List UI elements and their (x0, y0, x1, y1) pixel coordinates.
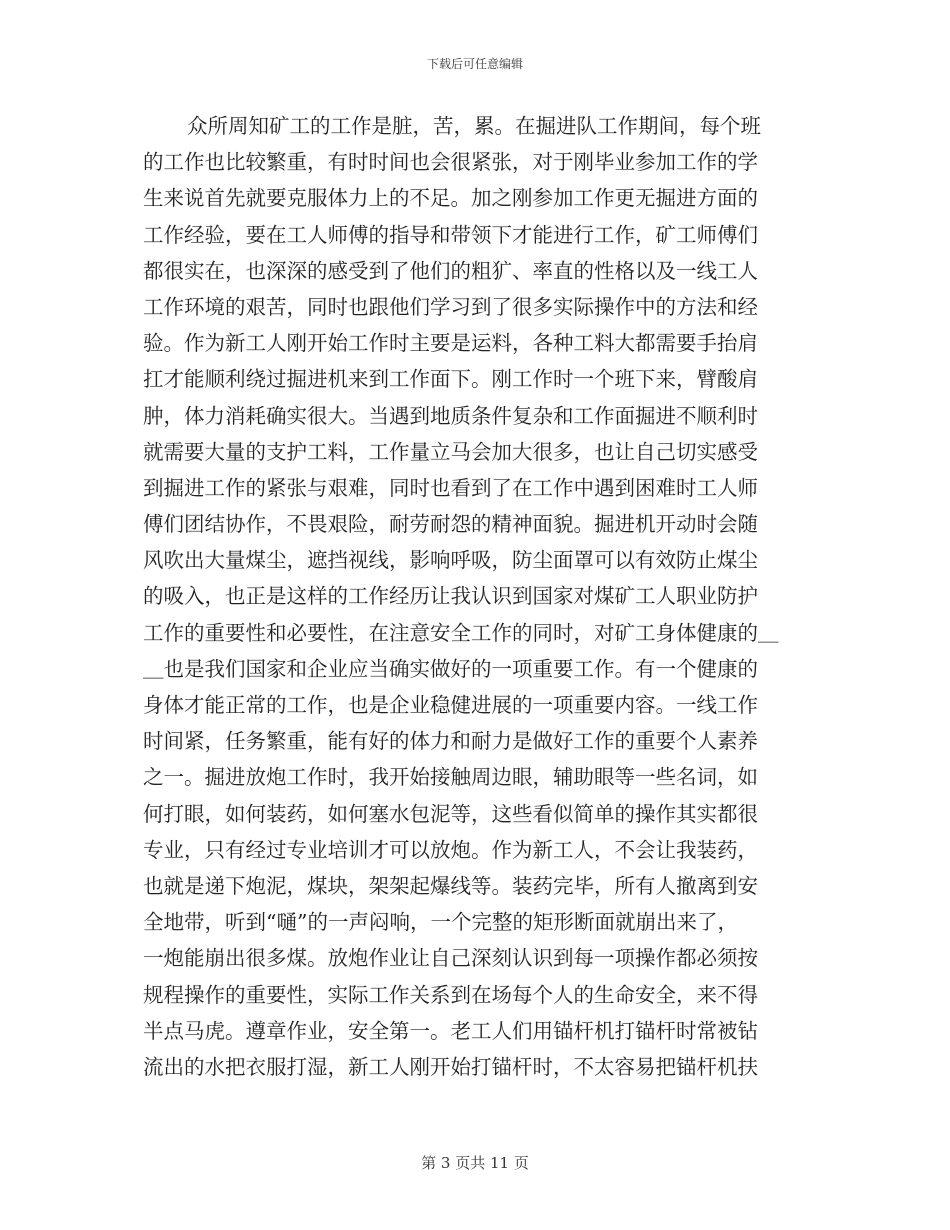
body-text (143, 108, 807, 1085)
text-line: ＿也是我们国家和企业应当确实做好的一项重要工作。有一个健康的 (143, 656, 758, 681)
text-line: 工作环境的艰苦，同时也跟他们学习到了很多实际操作中的方法和经 (143, 294, 758, 319)
text-line: 身体才能正常的工作，也是企业稳健进展的一项重要内容。一线工作 (143, 693, 758, 717)
text-line: 到掘进工作的紧张与艰难，同时也看到了在工作中遇到困难时工人师 (143, 475, 758, 500)
text-line: 流出的水把衣服打湿，新工人刚开始打锚杆时，不太容易把锚杆机扶 (143, 1054, 758, 1079)
text-line: 风吹出大量煤尘，遮挡视线，影响呼吸，防尘面罩可以有效防止煤尘 (143, 548, 758, 573)
page-header: 下载后可任意编辑 (426, 57, 523, 71)
text-line: 工作的重要性和必要性，在注意安全工作的同时，对矿工身体健康的＿ (143, 620, 779, 645)
text-line: 规程操作的重要性，实际工作关系到在场每个人的生命安全，来不得 (143, 982, 758, 1007)
text-line: 都很实在，也深深的感受到了他们的粗犷、率直的性格以及一线工人 (143, 258, 758, 283)
text-line: 傅们团结协作，不畏艰险，耐劳耐怨的精神面貌。掘进机开动时会随 (143, 512, 758, 537)
text-line: 专业，只有经过专业培训才可以放炮。作为新工人，不会让我装药， (143, 837, 758, 862)
text-line: 就需要大量的支护工料，工作量立马会加大很多，也让自己切实感受 (143, 439, 758, 464)
text-line: 的工作也比较繁重，有时时间也会很紧张，对于刚毕业参加工作的学 (143, 150, 758, 175)
page-footer: 第 3 页共 11 页 (421, 1154, 529, 1172)
text-line: 扛才能顺利绕过掘进机来到工作面下。刚工作时一个班下来，臂酸肩 (143, 367, 758, 392)
text-line: 全地带，听到“嗵”的一声闷响，一个完整的矩形断面就崩出来了， (143, 910, 738, 935)
text-line: 的吸入，也正是这样的工作经历让我认识到国家对煤矿工人职业防护 (143, 584, 758, 609)
text-line: 工作经验，要在工人师傅的指导和带领下才能进行工作，矿工师傅们 (143, 222, 758, 247)
text-line: 众所周知矿工的工作是脏，苦，累。在掘进队工作期间，每个班 (187, 114, 761, 138)
text-line: 一炮能崩出很多煤。放炮作业让自己深刻认识到每一项操作都必须按 (143, 946, 758, 971)
text-line: 也就是递下炮泥，煤块，架架起爆线等。装药完毕，所有人撤离到安 (143, 873, 758, 898)
text-line: 验。作为新工人刚开始工作时主要是运料，各种工料大都需要手抬肩 (143, 331, 758, 356)
text-line: 之一。掘进放炮工作时，我开始接触周边眼，辅助眼等一些名词，如 (143, 765, 758, 790)
text-line: 半点马虎。遵章作业，安全第一。老工人们用锚杆机打锚杆时常被钻 (143, 1018, 758, 1043)
text-line: 肿，体力消耗确实很大。当遇到地质条件复杂和工作面掘进不顺利时 (143, 403, 758, 428)
text-line: 何打眼，如何装药，如何塞水包泥等，这些看似简单的操作其实都很 (143, 801, 758, 826)
text-line: 生来说首先就要克服体力上的不足。加之刚参加工作更无掘进方面的 (143, 186, 758, 211)
text-line: 时间紧，任务繁重，能有好的体力和耐力是做好工作的重要个人素养 (143, 729, 758, 754)
